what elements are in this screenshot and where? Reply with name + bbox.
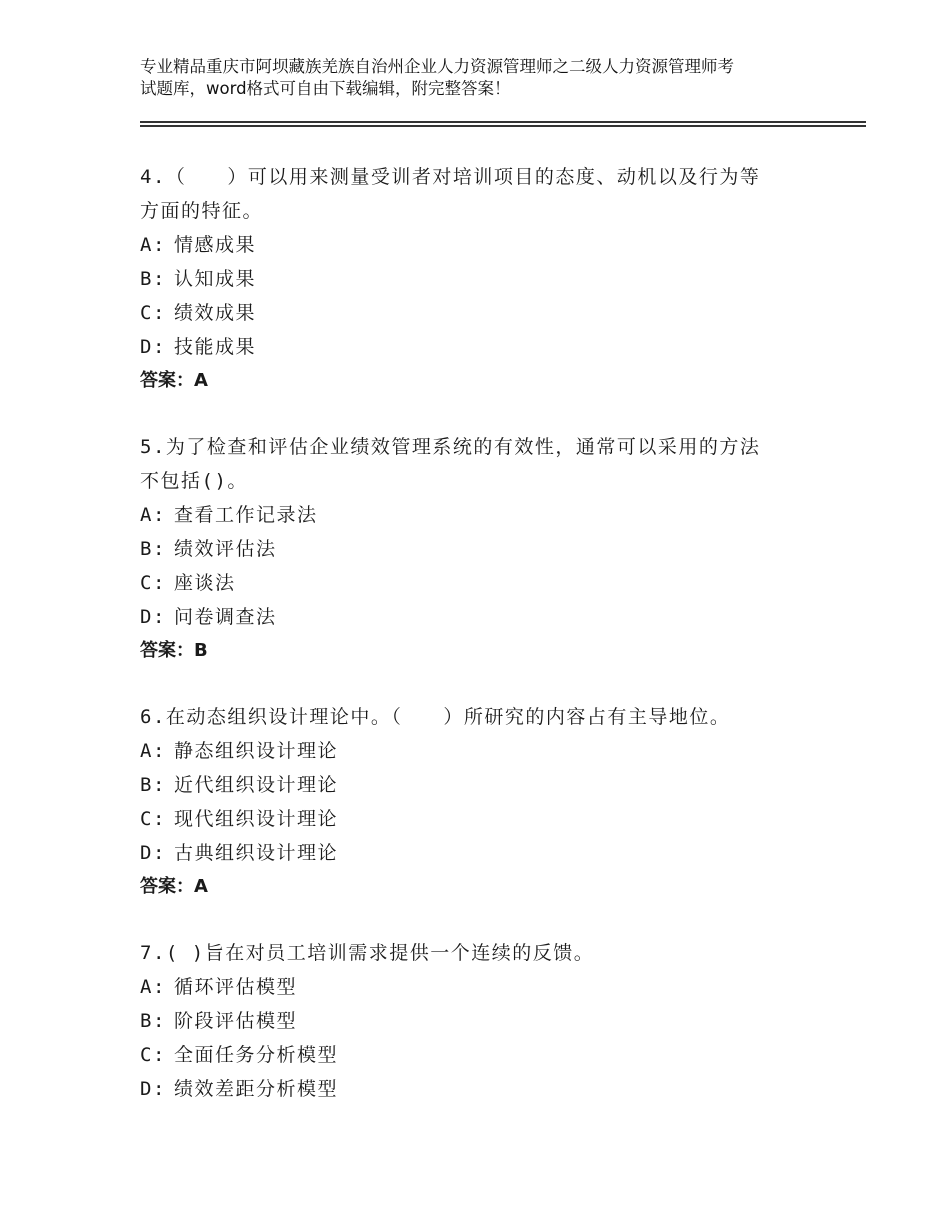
option-letter: D:	[140, 336, 166, 358]
option-text: 循环评估模型	[174, 976, 298, 998]
option-text: 近代组织设计理论	[174, 774, 339, 796]
question-stem-line: 5.为了检查和评估企业绩效管理系统的有效性，通常可以采用的方法	[140, 436, 761, 458]
option-letter: B:	[140, 774, 166, 796]
option-letter: C:	[140, 1044, 166, 1066]
document-header	[140, 56, 840, 100]
option-a	[140, 498, 840, 532]
header-divider-top	[140, 121, 866, 123]
question-6	[140, 700, 840, 904]
option-d	[140, 600, 840, 634]
option-text: 情感成果	[174, 234, 257, 256]
question-5	[140, 430, 840, 668]
option-text: 绩效评估法	[174, 538, 277, 560]
option-letter: B:	[140, 538, 166, 560]
answer-label: 答案：A	[140, 876, 208, 897]
option-c	[140, 802, 840, 836]
option-text: 问卷调查法	[174, 606, 277, 628]
option-c	[140, 296, 840, 330]
option-text: 古典组织设计理论	[174, 842, 339, 864]
option-letter: A:	[140, 976, 166, 998]
option-letter: B:	[140, 1010, 166, 1032]
option-letter: A:	[140, 504, 166, 526]
option-text: 绩效成果	[174, 302, 257, 324]
header-divider-bottom	[140, 125, 866, 127]
option-text: 阶段评估模型	[174, 1010, 298, 1032]
option-b	[140, 532, 840, 566]
option-d	[140, 330, 840, 364]
question-stem-line: 方面的特征。	[140, 200, 264, 222]
question-4	[140, 160, 840, 398]
option-letter: C:	[140, 302, 166, 324]
option-c	[140, 1038, 840, 1072]
answer-label: 答案：A	[140, 370, 208, 391]
question-stem-line: 不包括()。	[140, 470, 248, 492]
option-text: 认知成果	[174, 268, 257, 290]
option-letter: A:	[140, 234, 166, 256]
option-letter: A:	[140, 740, 166, 762]
question-7	[140, 936, 840, 1106]
option-a	[140, 228, 840, 262]
option-a	[140, 734, 840, 768]
option-c	[140, 566, 840, 600]
option-text: 全面任务分析模型	[174, 1044, 339, 1066]
option-b	[140, 262, 840, 296]
option-letter: C:	[140, 808, 166, 830]
question-stem-line: 7.( )旨在对员工培训需求提供一个连续的反馈。	[140, 942, 595, 964]
header-line-1: 专业精品重庆市阿坝藏族羌族自治州企业人力资源管理师之二级人力资源管理师考	[140, 57, 734, 76]
option-d	[140, 1072, 840, 1106]
option-b	[140, 768, 840, 802]
option-letter: D:	[140, 606, 166, 628]
option-text: 绩效差距分析模型	[174, 1078, 339, 1100]
option-letter: B:	[140, 268, 166, 290]
question-list	[140, 160, 840, 1138]
option-text: 座谈法	[174, 572, 236, 594]
option-text: 查看工作记录法	[174, 504, 318, 526]
option-text: 现代组织设计理论	[174, 808, 339, 830]
header-line-2: 试题库，word格式可自由下载编辑，附完整答案！	[140, 79, 511, 98]
question-stem-line: 4.（ ）可以用来测量受训者对培训项目的态度、动机以及行为等	[140, 166, 761, 188]
option-d	[140, 836, 840, 870]
option-text: 静态组织设计理论	[174, 740, 339, 762]
option-b	[140, 1004, 840, 1038]
option-a	[140, 970, 840, 1004]
option-letter: C:	[140, 572, 166, 594]
option-text: 技能成果	[174, 336, 257, 358]
question-stem-line: 6.在动态组织设计理论中。（ ）所研究的内容占有主导地位。	[140, 706, 731, 728]
option-letter: D:	[140, 1078, 166, 1100]
answer-label: 答案：B	[140, 640, 208, 661]
option-letter: D:	[140, 842, 166, 864]
